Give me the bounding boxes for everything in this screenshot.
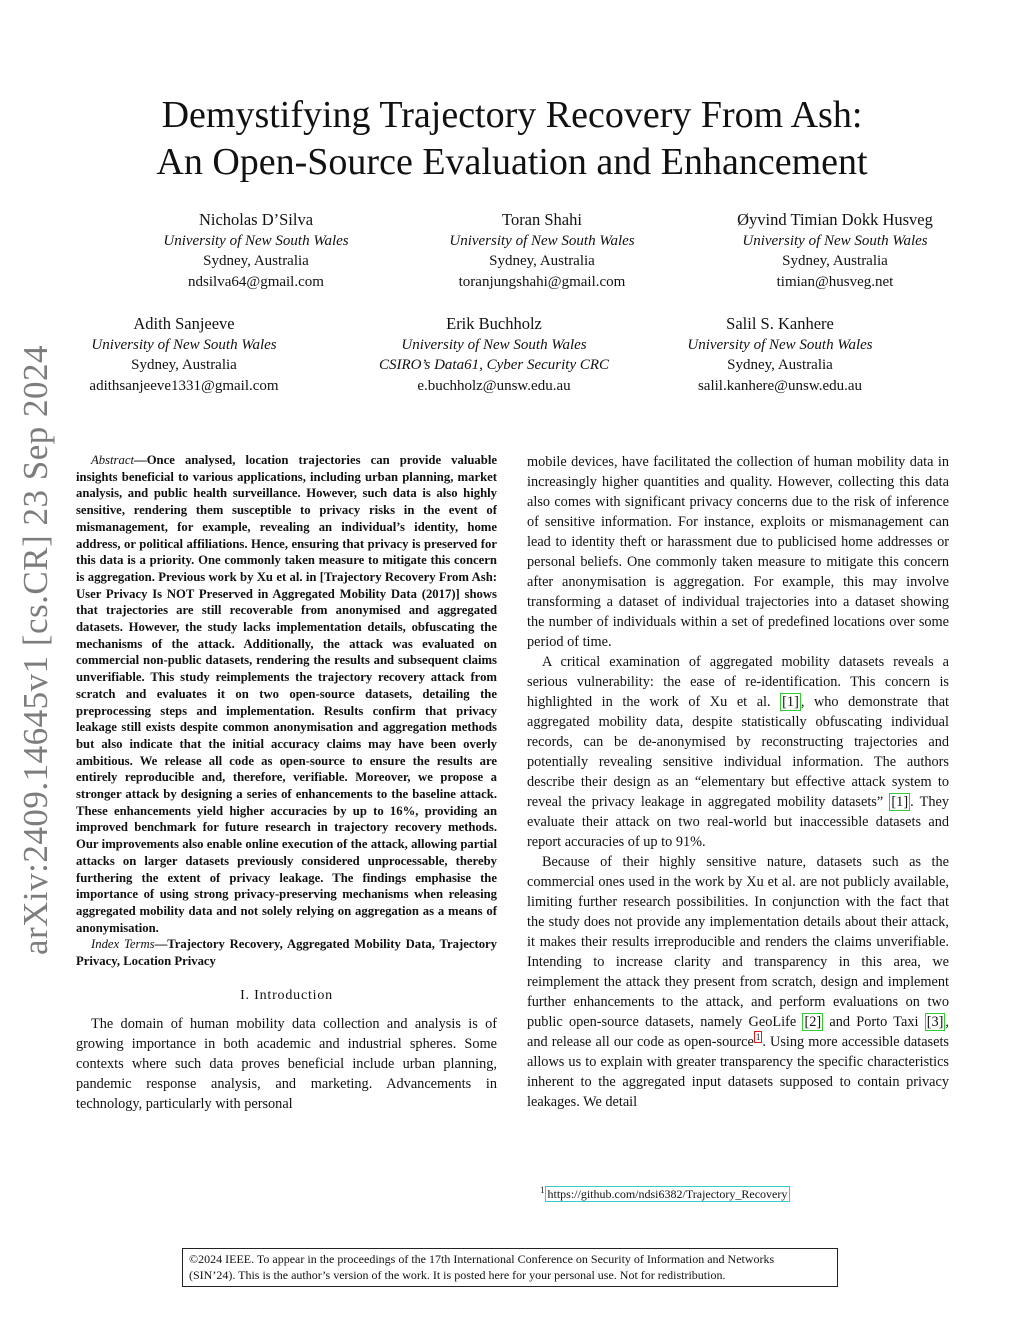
copyright-line-1: ©2024 IEEE. To appear in the proceedings of the 17th International Conference on Security of Information and Networks	[189, 1252, 775, 1266]
author-name: Toran Shahi	[502, 210, 582, 229]
author-location: Sydney, Australia	[131, 357, 237, 373]
title-line-1: Demystifying Trajectory Recovery From Ash:	[161, 94, 863, 136]
copyright-line-2: (SIN’24). This is the author’s version of the work. It is posted here for your personal use. Not for redistribution.	[189, 1267, 726, 1282]
left-column	[76, 452, 497, 1114]
citation-link[interactable]: [1]	[782, 694, 799, 710]
author-email: toranjungshahi@gmail.com	[458, 273, 626, 290]
body-paragraph-3: Because of their highly sensitive nature, datasets such as the commercial ones used in the work by Xu et al. are not publicly available, limiting further research possibilities. In conjunction with the fact that the study does not provide any implementation details about their attack, it makes their results irreproducible and renders the claims unverifiable. Intending to increase clarity and transparency in this area, we reimplement the attack they present from scratch, design and implement further enhancements to the attack, and perform evaluations on two public open-source datasets, namely GeoLife [2] and Porto Taxi [3] , and release all our code as open-source $^1$ . Using more accessible datasets allows us to explain with greater transparency the specific characteristics inherent to the aggregated input datasets supposed to contain privacy leakages. We detail	[527, 854, 949, 1110]
author-block-5	[344, 314, 644, 396]
author-block-4	[34, 314, 334, 396]
author-email: salil.kanhere@unsw.edu.au	[697, 377, 863, 394]
abstract-text: —Once analysed, location trajectories can provide valuable insights beneficial to various applications, including urban planning, market analysis, and public health surveillance. However, such data is also highly sensitive, rendering them susceptible to privacy risks in the event of mismanagement, for example, revealing an individual’s identity, home address, or political affiliations. Hence, ensuring that privacy is preserved for this data is a priority. One commonly taken measure to mitigate this concern is aggregation. Previous work by Xu et al. in [Trajectory Recovery From Ash: User Privacy Is NOT Preserved in Aggregated Mobility Data (2017)] shows that trajectories are still recoverable from anonymised and aggregated datasets. However, the study lacks implementation details, obfuscating the mechanisms of the attack. Additionally, the attack was evaluated on commercial non-public datasets, rendering the results and subsequent claims unverifiable. This study reimplements the trajectory recovery attack from scratch and evaluates it on two open-source datasets, detailing the preprocessing steps and implementation. Results confirm that privacy leakage still exists despite common anonymisation and aggregation methods but also indicate that the initial accuracy claims may have been overly ambitious. We release all code as open-source to ensure the results are entirely reproducible and, therefore, verifiable. Moreover, we propose a stronger attack by designing a series of enhancements to the baseline attack. These enhancements yield higher accuracies by up to 16%, providing an improved benchmark for future research in trajectory recovery methods. Our improvements also enable online execution of the attack, allowing partial attacks on larger datasets previously considered unprocessable, thereby furthering the extent of privacy leakage. The findings emphasise the importance of using strong privacy-preserving mechanisms when releasing aggregated mobility data and not solely relying on aggregation as a means of anonymisation.	[76, 453, 497, 935]
author-email: adithsanjeeve1331@gmail.com	[89, 377, 279, 394]
title-line-2: An Open-Source Evaluation and Enhancement	[156, 141, 868, 183]
author-location: Sydney, Australia	[782, 253, 888, 269]
footnote-url-link[interactable]: https://github.com/ndsi6382/Trajectory_Recovery	[545, 1186, 791, 1202]
index-terms-text: —Trajectory Recovery, Aggregated Mobility Data, Trajectory Privacy, Location Privacy	[76, 937, 498, 969]
author-affiliation: University of New South Wales	[163, 232, 349, 249]
author-affiliation-2: CSIRO’s Data61, Cyber Security CRC	[378, 357, 610, 373]
author-location: Sydney, Australia	[203, 253, 309, 269]
citation-link[interactable]: [2]	[804, 1014, 822, 1030]
author-affiliation: University of New South Wales	[687, 336, 873, 353]
author-block-2	[392, 210, 692, 292]
author-affiliation: University of New South Wales	[401, 336, 587, 353]
author-name: Erik Buchholz	[446, 314, 542, 333]
footnote	[540, 1185, 790, 1202]
footnote-number: 1	[540, 1185, 545, 1195]
index-terms-label: Index Terms	[91, 937, 155, 952]
body-paragraph-1: mobile devices, have facilitated the collection of human mobility data in increasingly higher quantities and quality. However, collecting this data also comes with significant privacy concerns due to the risk of inference of sensitive information. For instance, exploits or mismanagement can lead to identity theft or harassment due to publicised home addresses or personal beliefs. One commonly taken measure to mitigate this concern after anonymisation is aggregation. For example, this may involve transforming a dataset of individual trajectories into a dataset showing the number of individuals within a set of predefined locations over some period of time.	[527, 454, 949, 650]
citation-link[interactable]: [1]	[891, 794, 909, 810]
author-block-6	[630, 314, 930, 396]
copyright-notice	[182, 1248, 838, 1287]
author-affiliation: University of New South Wales	[742, 232, 928, 249]
author-email: timian@husveg.net	[776, 273, 894, 290]
author-name: Salil S. Kanhere	[726, 314, 834, 333]
paper-title	[0, 92, 1024, 186]
intro-paragraph: The domain of human mobility data collection and analysis is of growing importance in both academic and industrial spheres. Some contexts where such data proves beneficial include urban planning, pandemic response analysis, and marketing. Advancements in technology, particularly with personal	[76, 1015, 497, 1112]
arxiv-id: arXiv:2409.14645v1 [cs.CR] 23 Sep 2024	[16, 344, 56, 956]
abstract	[76, 452, 497, 970]
author-block-1	[106, 210, 406, 292]
right-column	[527, 452, 949, 1112]
body-paragraph-2: A critical examination of aggregated mobility datasets reveals a serious vulnerability: the ease of re-identification. This concern is highlighted in the work of Xu et al. [1] , who demonstrate that aggregated mobility data, despite statistically obfuscating individual records, can be de-anonymised by reconstructing trajectories and potentially revealing sensitive individual information. The authors describe their design as an “elementary but effective attack system to reveal the privacy leakage in aggregated mobility datasets” [1] . They evaluate their attack on two real-world but inaccessible datasets and report accuracies of up to 91%.	[527, 654, 950, 850]
abstract-label: Abstract	[91, 453, 134, 467]
author-name: Øyvind Timian Dokk Husveg	[737, 210, 933, 229]
author-email: e.buchholz@unsw.edu.au	[417, 377, 571, 394]
author-name: Adith Sanjeeve	[133, 314, 235, 333]
author-location: Sydney, Australia	[727, 357, 833, 373]
author-location: Sydney, Australia	[489, 253, 595, 269]
author-name: Nicholas D’Silva	[198, 210, 314, 229]
author-affiliation: University of New South Wales	[91, 336, 277, 353]
footnote-ref-link[interactable]: 1	[755, 1032, 761, 1043]
author-affiliation: University of New South Wales	[449, 232, 635, 249]
section-heading: I. Introduction	[240, 987, 333, 1003]
author-email: ndsilva64@gmail.com	[188, 273, 324, 290]
arxiv-sidebar-stamp	[14, 344, 58, 956]
citation-link[interactable]: [3]	[926, 1014, 944, 1030]
author-block-3	[685, 210, 985, 292]
